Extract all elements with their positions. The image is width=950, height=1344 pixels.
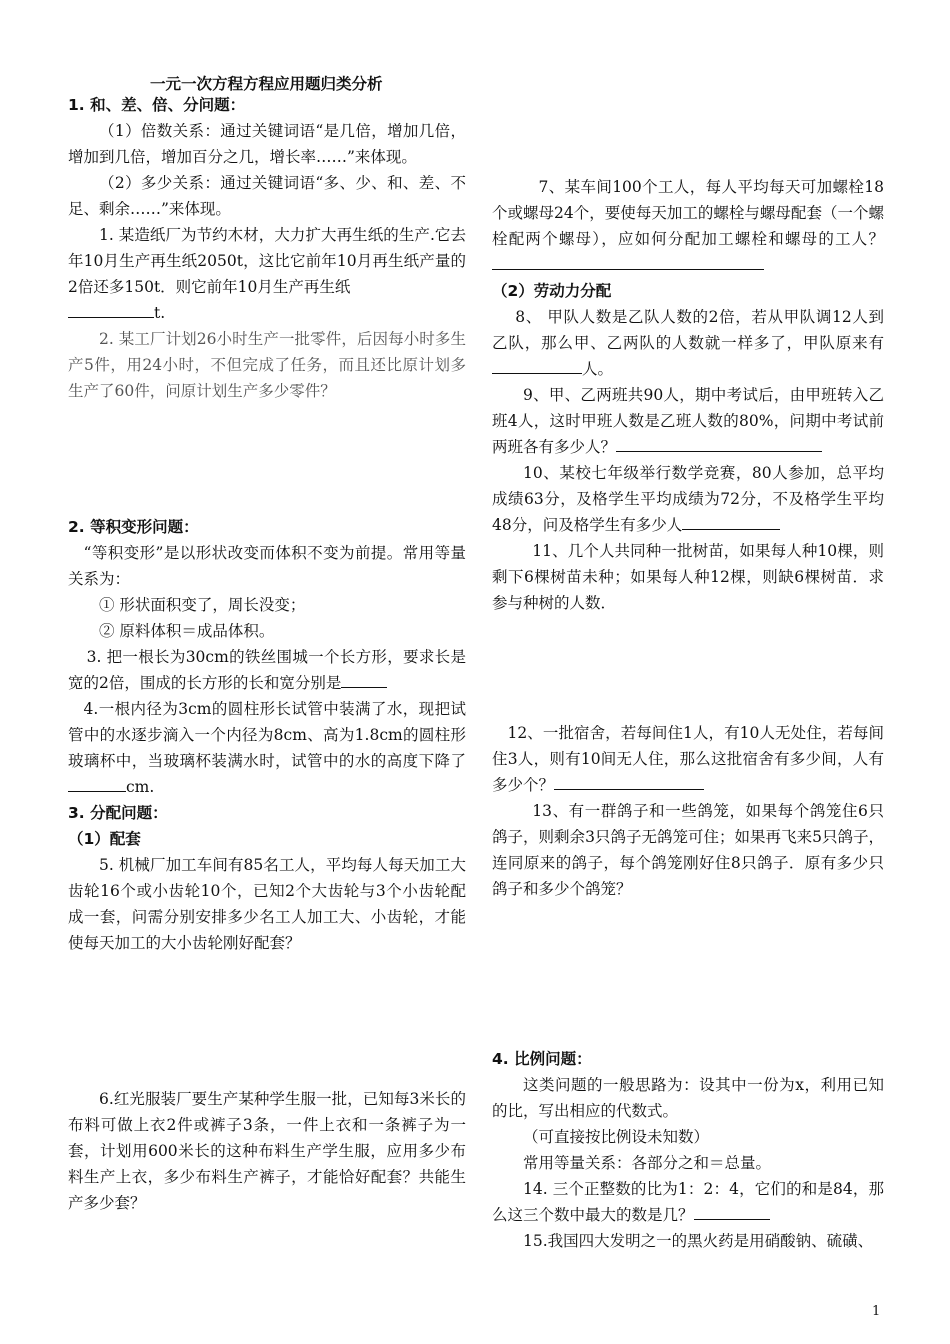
question-7: 7、某车间100个工人，每人平均每天可加螺栓18个或螺母24个，要使每天加工的螺栓与螺母配套（一个螺栓配两个螺母），应如何分配加工螺栓和螺母的工人？ bbox=[492, 174, 884, 278]
section-heading-3: 3. 分配问题： bbox=[68, 804, 168, 822]
question-11: 11、几个人共同种一批树苗，如果每人种10棵，则剩下6棵树苗未种；如果每人种12棵，则缺6棵树苗．求参与种树的人数． bbox=[492, 542, 884, 612]
answer-blank[interactable] bbox=[492, 357, 582, 374]
left-column bbox=[68, 92, 466, 404]
right-column bbox=[492, 174, 884, 616]
answer-blank[interactable] bbox=[68, 775, 126, 792]
s2-list-item-2: ② 原料体积＝成品体积。 bbox=[99, 622, 275, 640]
answer-blank[interactable] bbox=[492, 253, 764, 270]
s4-paragraph-1: 这类问题的一般思路为：设其中一份为x，利用已知的比，写出相应的代数式。 bbox=[492, 1076, 884, 1120]
subheading-matching: （1）配套 bbox=[68, 830, 141, 848]
question-3: 3. 把一根长为30cm的铁丝围城一个长方形，要求长是宽的2倍，围成的长方形的长和宽分别是 bbox=[68, 648, 466, 692]
section-heading-1: 1. 和、差、倍、分问题： bbox=[68, 96, 246, 114]
question-4: 4.一根内径为3cm的圆柱形长试管中装满了水，现把试管中的水逐步滴入一个内径为8cm、高为1.8cm的圆柱形玻璃杯中，当玻璃杯装满水时，试管中的水的高度下降了cm. bbox=[68, 700, 466, 796]
question-9: 9、甲、乙两班共90人，期中考试后，由甲班转入乙班4人，这时甲班人数是乙班人数的80%，问期中考试前两班各有多少人？ bbox=[492, 386, 884, 456]
s4-paragraph-2: （可直接按比例设未知数） bbox=[523, 1128, 710, 1146]
answer-blank[interactable] bbox=[616, 435, 822, 452]
question-13: 13、有一群鸽子和一些鸽笼，如果每个鸽笼住6只鸽子，则剩余3只鸽子无鸽笼可住；如果再飞来5只鸽子，连同原来的鸽子，每个鸽笼刚好住8只鸽子．原有多少只鸽子和多少个鸽笼？ bbox=[492, 802, 884, 898]
left-column-3 bbox=[68, 1086, 466, 1216]
s1-paragraph-1: （1）倍数关系：通过关键词语“是几倍，增加几倍，增加到几倍，增加百分之几，增长率……”来体现。 bbox=[68, 122, 466, 166]
question-1: 1. 某造纸厂为节约木材，大力扩大再生纸的生产.它去年10月生产再生纸2050t，这比它前年10月再生纸产量的2倍还多150t．则它前年10月生产再生纸 t. bbox=[68, 226, 466, 322]
s1-paragraph-2: （2）多少关系：通过关键词语“多、少、和、差、不足、剩余……”来体现。 bbox=[68, 174, 466, 218]
section-heading-4: 4. 比例问题： bbox=[492, 1050, 592, 1068]
question-10: 10、某校七年级举行数学竞赛，80人参加，总平均成绩63分，及格学生平均成绩为72分，不及格学生平均48分，问及格学生有多少人 bbox=[492, 464, 884, 534]
page-title: 一元一次方程方程应用题归类分析 bbox=[150, 75, 383, 93]
s2-list-item-1: ① 形状面积变了，周长没变； bbox=[99, 596, 306, 614]
s2-paragraph-1: “等积变形”是以形状改变而体积不变为前提。常用等量关系为： bbox=[68, 544, 466, 588]
answer-blank[interactable] bbox=[694, 1203, 770, 1220]
page-number: 1 bbox=[872, 1304, 881, 1319]
left-column-2 bbox=[68, 514, 466, 956]
answer-blank[interactable] bbox=[341, 671, 387, 688]
question-14: 14. 三个正整数的比为1：2：4，它们的和是84，那么这三个数中最大的数是几？ bbox=[492, 1180, 884, 1224]
answer-blank[interactable] bbox=[68, 301, 154, 318]
subheading-labor: （2）劳动力分配 bbox=[492, 282, 612, 300]
question-8: 8、 甲队人数是乙队人数的2倍，若从甲队调12人到乙队，那么甲、乙两队的人数就一样多了，甲队原来有人。 bbox=[492, 308, 884, 378]
question-5: 5. 机械厂加工车间有85名工人，平均每人每天加工大齿轮16个或小齿轮10个，已知2个大齿轮与3个小齿轮配成一套，问需分别安排多少名工人加工大、小齿轮，才能使每天加工的大小齿轮刚好配套？ bbox=[68, 856, 466, 952]
s4-paragraph-3: 常用等量关系：各部分之和＝总量。 bbox=[523, 1154, 772, 1172]
question-6: 6.红光服装厂要生产某种学生服一批，已知每3米长的布料可做上衣2件或裤子3条，一件上衣和一条裤子为一套，计划用600米长的这种布料生产学生服，应用多少布料生产上衣，多少布料生产裤子，才能恰好配套？共能生产多少套？ bbox=[68, 1090, 466, 1212]
question-15: 15.我国四大发明之一的黑火药是用硝酸钠、硫磺、 bbox=[523, 1232, 874, 1250]
right-column-3 bbox=[492, 1046, 884, 1254]
answer-blank[interactable] bbox=[682, 513, 780, 530]
right-column-2 bbox=[492, 720, 884, 902]
question-2: 2. 某工厂计划26小时生产一批零件，后因每小时多生产5件，用24小时，不但完成了任务，而且还比原计划多生产了60件，问原计划生产多少零件？ bbox=[68, 330, 466, 400]
section-heading-2: 2. 等积变形问题： bbox=[68, 518, 199, 536]
question-12: 12、一批宿舍，若每间住1人，有10人无处住，若每间住3人，则有10间无人住，那么这批宿舍有多少间，人有多少个？ bbox=[492, 724, 884, 794]
answer-blank[interactable] bbox=[554, 773, 704, 790]
